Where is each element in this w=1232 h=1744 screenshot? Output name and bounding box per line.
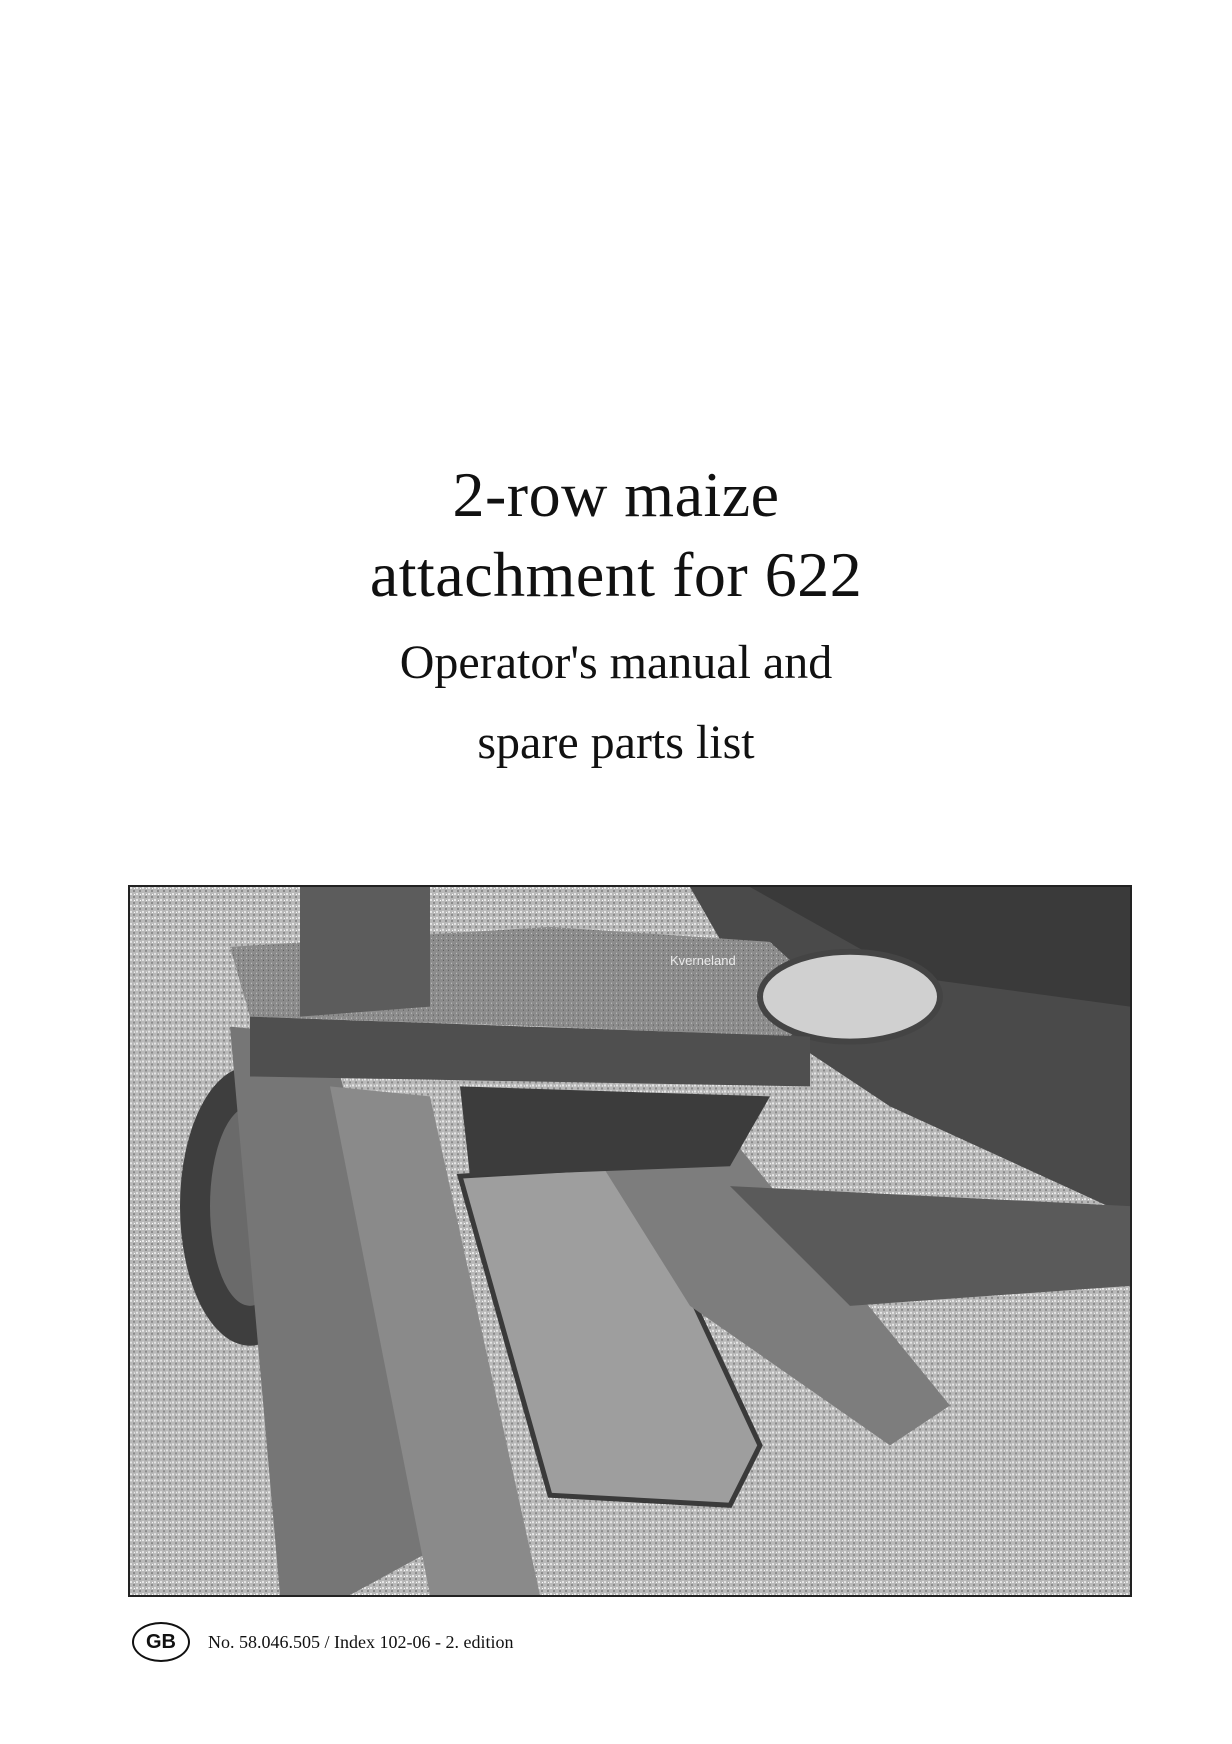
- title-block: [0, 455, 1232, 775]
- title-line-2: attachment for 622: [369, 539, 863, 610]
- title-line-1: 2-row maize: [452, 459, 780, 530]
- document-number: No. 58.046.505 / Index 102-06 - 2. edition: [208, 1631, 514, 1652]
- subtitle-line-1: Operator's manual and: [399, 636, 833, 689]
- language-badge: GB: [132, 1622, 190, 1662]
- machine-photo: [128, 885, 1132, 1597]
- maize-attachment-photo-illustration: [130, 887, 1130, 1595]
- subtitle-line-2: spare parts list: [477, 716, 755, 769]
- footer: [132, 1622, 513, 1662]
- kverneland-logo: Kverneland: [670, 952, 736, 968]
